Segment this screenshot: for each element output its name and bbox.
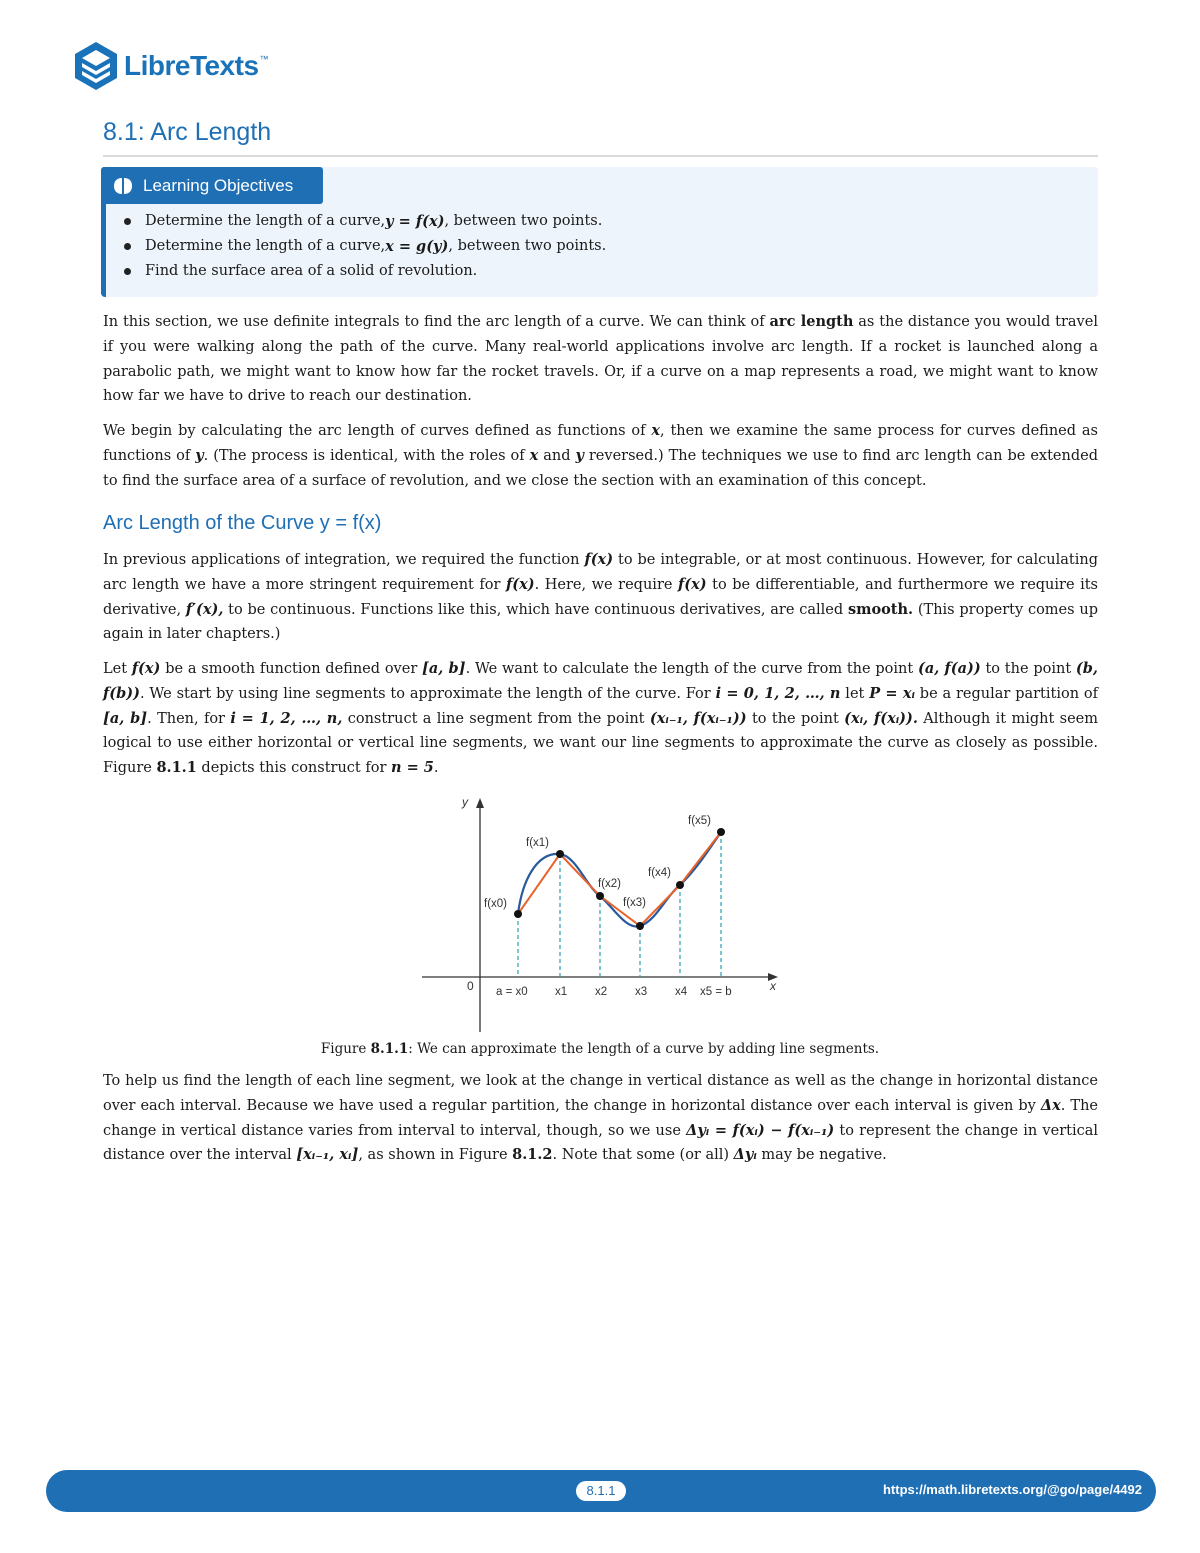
point-label-3: f(x3) — [623, 897, 646, 909]
partition-point-1 — [556, 850, 564, 858]
text-run: be a smooth function defined over — [160, 661, 423, 677]
math-expression: f(x) — [505, 575, 535, 593]
math-expression: Δyᵢ — [733, 1146, 757, 1164]
text-run: We begin by calculating the arc length of curves defined as functions of — [103, 423, 652, 439]
text-run: construct a line segment from the point — [342, 710, 650, 727]
math-expression: x — [529, 446, 539, 464]
text-run: Although it might seem logical to use either horizontal or vertical line segments, we want our line segments to approximate the curve as closely as possible. Figure — [103, 710, 1098, 777]
brand-trademark: ™ — [259, 54, 269, 64]
text-run: , then we examine the same process for curves defined as functions of — [103, 423, 1098, 464]
bullet-icon — [124, 243, 131, 250]
text-run: to be continuous. Functions like this, which have continuous derivatives, are called — [223, 601, 848, 618]
intro-paragraph-1 — [103, 310, 1098, 409]
brand-name: LibreTexts — [124, 50, 259, 81]
list-item — [124, 259, 606, 284]
text-run: to the point — [746, 710, 845, 727]
point-label-5: f(x5) — [688, 815, 711, 827]
list-item — [124, 209, 606, 234]
text-run: , as shown in Figure — [358, 1147, 513, 1164]
math-expression: f(x) — [131, 660, 161, 677]
text-run: In previous applications of integration, we required the function — [103, 552, 585, 568]
text-run: let — [840, 685, 870, 702]
text-run: be a regular partition of — [914, 685, 1099, 702]
text-run: . Here, we require — [534, 576, 678, 593]
point-label-0: f(x0) — [484, 898, 507, 910]
math-expression: P = xᵢ — [869, 684, 915, 702]
math-expression: (xᵢ₋₁, f(xᵢ₋₁)) — [649, 709, 747, 727]
math-expression: (b, f(b)) — [103, 660, 1098, 702]
page-title: 8.1: Arc Length — [103, 118, 272, 146]
text-run: . — [433, 760, 439, 777]
math-expression: f′(x), — [185, 600, 224, 618]
text-run: . We want to calculate the length of the curve from the point — [465, 661, 918, 677]
math-expression: Δx — [1040, 1096, 1061, 1114]
tick-label-2: x2 — [595, 986, 608, 998]
figure-reference[interactable]: 8.1.2 — [512, 1146, 553, 1164]
text-run: To help us find the length of each line segment, we look at the change in vertical distance as well as the change in horizontal distance over each interval. Because we have used a regular partition, the change in horizontal distance over each interval is given by — [103, 1073, 1098, 1114]
term-smooth: smooth. — [847, 600, 914, 618]
partition-point-3 — [636, 922, 644, 930]
objective-text: , between two points. — [444, 213, 603, 229]
text-run: . (The process is identical, with the roles of — [203, 447, 530, 464]
text-run: depicts this construct for — [196, 760, 391, 777]
bullet-icon — [124, 218, 131, 225]
partition-point-4 — [676, 881, 684, 889]
partition-point-5 — [717, 828, 725, 836]
text-run: Figure — [320, 1041, 371, 1057]
math-expression: n = 5 — [391, 759, 434, 777]
page-number-badge: 8.1.1 — [576, 1481, 626, 1501]
section-paragraph-2 — [103, 657, 1098, 781]
learning-objectives-header — [101, 167, 323, 204]
objectives-list — [124, 209, 606, 284]
math-expression: (xᵢ, f(xᵢ)). — [844, 709, 918, 727]
objective-text: Determine the length of a curve, — [145, 213, 386, 229]
point-label-1: f(x1) — [526, 837, 549, 849]
objective-text: , between two points. — [448, 238, 607, 254]
objective-text: Determine the length of a curve, — [145, 238, 386, 254]
text-run: . We start by using line segments to approximate the length of the curve. For — [139, 685, 716, 702]
page-url-link[interactable]: https://math.libretexts.org/@go/page/4492 — [882, 1482, 1142, 1497]
text-run: : We can approximate the length of a curve by adding line segments. — [408, 1041, 880, 1057]
math-expression: y = f(x) — [385, 213, 445, 230]
text-run: to be integrable, or at most continuous. However, for calculating arc length we have a more stringent requirement for — [103, 552, 1098, 593]
list-item — [124, 234, 606, 259]
math-expression: x — [651, 422, 660, 439]
text-run: to the point — [980, 661, 1076, 677]
math-expression: f(x) — [678, 575, 707, 593]
math-expression: [a, b] — [103, 709, 148, 727]
term-arc-length: arc length — [769, 313, 854, 330]
y-axis-label: y — [462, 795, 468, 809]
bullet-icon — [124, 268, 131, 275]
partition-point-0 — [514, 910, 522, 918]
tick-label-3: x3 — [635, 986, 648, 998]
math-expression: y — [575, 446, 584, 464]
math-expression: y — [195, 446, 204, 464]
tick-label-4: x4 — [675, 986, 688, 998]
text-run: (This property comes up again in later chapters.) — [103, 601, 1098, 643]
section-heading: Arc Length of the Curve y = f(x) — [103, 512, 382, 534]
libretexts-logo[interactable] — [74, 40, 269, 92]
guide-lines — [518, 832, 721, 977]
tick-label-5: x5 = b — [700, 986, 732, 998]
brain-icon — [113, 177, 133, 195]
arc-length-figure — [418, 790, 788, 1040]
math-expression: Δyᵢ = f(xᵢ) − f(xᵢ₋₁) — [686, 1121, 835, 1139]
math-expression: i = 0, 1, 2, …, n — [715, 684, 841, 702]
math-expression: i = 1, 2, …, n, — [230, 709, 343, 727]
text-run: In this section, we use definite integrals to find the arc length of a curve. We can think of — [103, 314, 770, 330]
text-run: to represent the change in vertical distance over the interval — [103, 1122, 1098, 1164]
tick-label-1: x1 — [555, 986, 568, 998]
learning-objectives-label: Learning Objectives — [143, 175, 294, 195]
tick-label-0: a = x0 — [496, 986, 528, 998]
closing-paragraph — [103, 1069, 1098, 1168]
text-run: to be differentiable, and furthermore we require its derivative, — [103, 576, 1098, 618]
math-expression: f(x) — [584, 551, 614, 568]
math-expression: (a, f(a)) — [917, 660, 981, 677]
x-axis-label: x — [770, 979, 776, 993]
text-run: reversed.) The techniques we use to find arc length can be extended to find the surface area of a surface of revolution, and we close the section with an examination of this concept. — [103, 447, 1098, 489]
text-run: and — [538, 447, 576, 464]
text-run: may be negative. — [756, 1147, 887, 1164]
origin-label: 0 — [467, 979, 474, 993]
section-paragraph-1 — [103, 548, 1098, 647]
figure-reference[interactable]: 8.1.1 — [156, 759, 197, 777]
y-axis-arrow — [476, 798, 484, 808]
math-expression: x = g(y) — [385, 238, 449, 255]
text-run: . Note that some (or all) — [552, 1147, 734, 1164]
text-run: Let — [103, 661, 132, 677]
partition-point-2 — [596, 892, 604, 900]
text-run: . Then, for — [147, 710, 231, 727]
math-expression: [xᵢ₋₁, xᵢ] — [296, 1146, 359, 1164]
text-run: . The change in vertical distance varies from interval to interval, though, so we use — [103, 1097, 1098, 1139]
books-stack-icon — [74, 41, 118, 91]
figure-number: 8.1.1 — [370, 1041, 409, 1057]
math-expression: [a, b] — [422, 660, 466, 677]
intro-paragraph-2 — [103, 419, 1098, 493]
point-label-2: f(x2) — [598, 878, 621, 890]
figure-caption — [0, 1041, 1200, 1057]
objective-text: Find the surface area of a solid of revolution. — [145, 263, 478, 279]
text-run: as the distance you would travel if you were walking along the path of the curve. Many real-world applications involve arc length. If a rocket is launched along a parabolic path, we might want to know how far the rocket travels. Or, if a curve on a map represents a road, we might want to know how far we have to drive to reach our destination. — [103, 314, 1098, 405]
point-label-4: f(x4) — [648, 867, 671, 879]
title-divider — [103, 155, 1098, 157]
